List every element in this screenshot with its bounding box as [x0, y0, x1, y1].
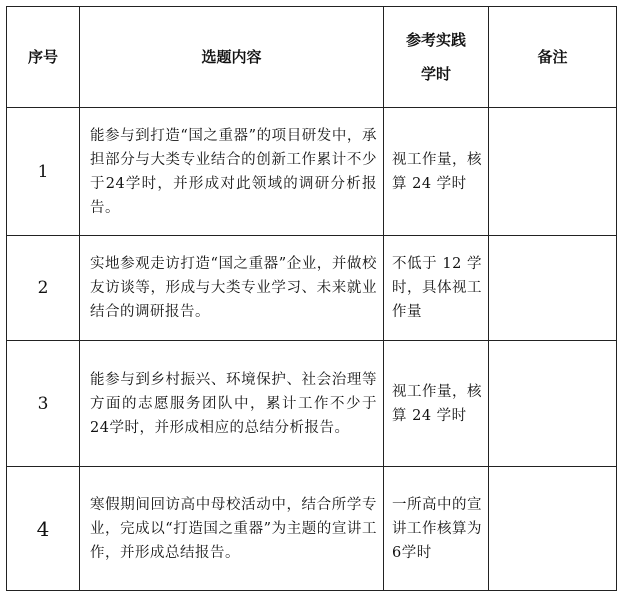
- header-no: 序号: [7, 7, 80, 108]
- row-note: [489, 108, 617, 236]
- topic-table: [6, 6, 617, 591]
- table-row: [7, 236, 617, 341]
- row-note: [489, 467, 617, 591]
- header-note: 备注: [489, 7, 617, 108]
- row-note: [489, 341, 617, 467]
- table-row: [7, 467, 617, 591]
- row-hours: 不低于 12 学时，具体视工作量: [384, 236, 489, 341]
- table-row: [7, 341, 617, 467]
- row-hours: 视工作量，核算 24 学时: [384, 108, 489, 236]
- row-number: 2: [7, 236, 80, 341]
- header-hours: [384, 7, 489, 108]
- table-row: [7, 108, 617, 236]
- header-topic: 选题内容: [80, 7, 384, 108]
- table-header-row: [7, 7, 617, 108]
- row-hours: 一所高中的宣讲工作核算为6学时: [384, 467, 489, 591]
- row-topic: 实地参观走访打造“国之重器”企业，并做校友访谈等，形成与大类专业学习、未来就业结合的调研报告。: [80, 236, 384, 341]
- row-number: 4: [7, 467, 80, 591]
- header-hours-line1: 参考实践: [405, 31, 466, 49]
- row-topic: 能参与到乡村振兴、环境保护、社会治理等方面的志愿服务团队中，累计工作不少于24学时，并形成相应的总结分析报告。: [80, 341, 384, 467]
- header-hours-line2: 学时: [420, 65, 451, 83]
- row-hours: 视工作量，核算 24 学时: [384, 341, 489, 467]
- row-number: 3: [7, 341, 80, 467]
- row-topic: 能参与到打造“国之重器”的项目研发中，承担部分与大类专业结合的创新工作累计不少于24学时，并形成对此领域的调研分析报告。: [80, 108, 384, 236]
- row-note: [489, 236, 617, 341]
- row-topic: 寒假期间回访高中母校活动中，结合所学专业，完成以“打造国之重器”为主题的宣讲工作，并形成总结报告。: [80, 467, 384, 591]
- row-number: 1: [7, 108, 80, 236]
